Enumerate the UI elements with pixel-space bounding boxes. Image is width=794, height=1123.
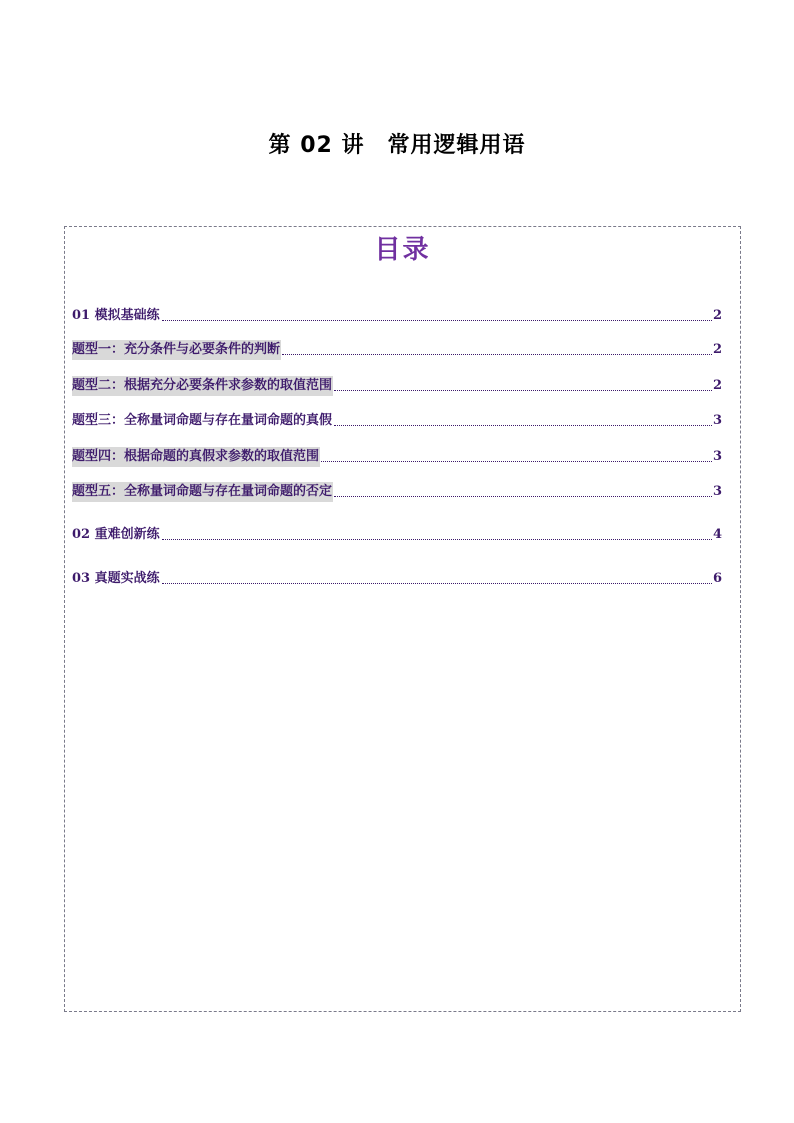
- dot-leader: [334, 496, 712, 497]
- toc-entry-page-number: 2: [712, 308, 722, 323]
- toc-heading: 目录: [374, 235, 431, 265]
- toc-entry-type-1[interactable]: [72, 340, 722, 360]
- toc-entry-label: 题型四：根据命题的真假求参数的取值范围: [72, 447, 320, 467]
- dot-leader: [162, 320, 712, 321]
- toc-entry-label: 03 真题实战练: [72, 571, 160, 586]
- toc-entry-type-3[interactable]: [72, 411, 722, 431]
- dot-leader: [334, 425, 712, 426]
- dot-leader: [282, 354, 712, 355]
- dot-leader: [162, 583, 712, 584]
- table-of-contents: [64, 226, 741, 1012]
- toc-entry-label: 题型一：充分条件与必要条件的判断: [72, 340, 281, 360]
- toc-entry-page-number: 3: [712, 484, 722, 499]
- toc-entry-section-02[interactable]: [72, 525, 722, 545]
- toc-entry-type-2[interactable]: [72, 376, 722, 396]
- toc-entry-page-number: 3: [712, 413, 722, 428]
- toc-entry-label: 题型三：全称量词命题与存在量词命题的真假: [72, 413, 333, 428]
- dot-leader: [334, 390, 712, 391]
- toc-entry-page-number: 2: [712, 378, 722, 393]
- toc-entry-type-5[interactable]: [72, 482, 722, 502]
- toc-entry-page-number: 6: [712, 571, 722, 586]
- dot-leader: [162, 539, 712, 540]
- toc-entry-page-number: 3: [712, 449, 722, 464]
- toc-entry-label: 题型五：全称量词命题与存在量词命题的否定: [72, 482, 333, 502]
- toc-entry-page-number: 2: [712, 342, 722, 357]
- toc-entry-label: 题型二：根据充分必要条件求参数的取值范围: [72, 376, 333, 396]
- toc-entry-section-03[interactable]: [72, 569, 722, 589]
- page-title: 第 02 讲 常用逻辑用语: [268, 133, 526, 158]
- toc-entry-label: 02 重难创新练: [72, 527, 160, 542]
- toc-entry-section-01[interactable]: [72, 306, 722, 326]
- dot-leader: [321, 461, 712, 462]
- toc-entry-label: 01 模拟基础练: [72, 308, 160, 323]
- toc-entry-type-4[interactable]: [72, 447, 722, 467]
- toc-entry-page-number: 4: [712, 527, 722, 542]
